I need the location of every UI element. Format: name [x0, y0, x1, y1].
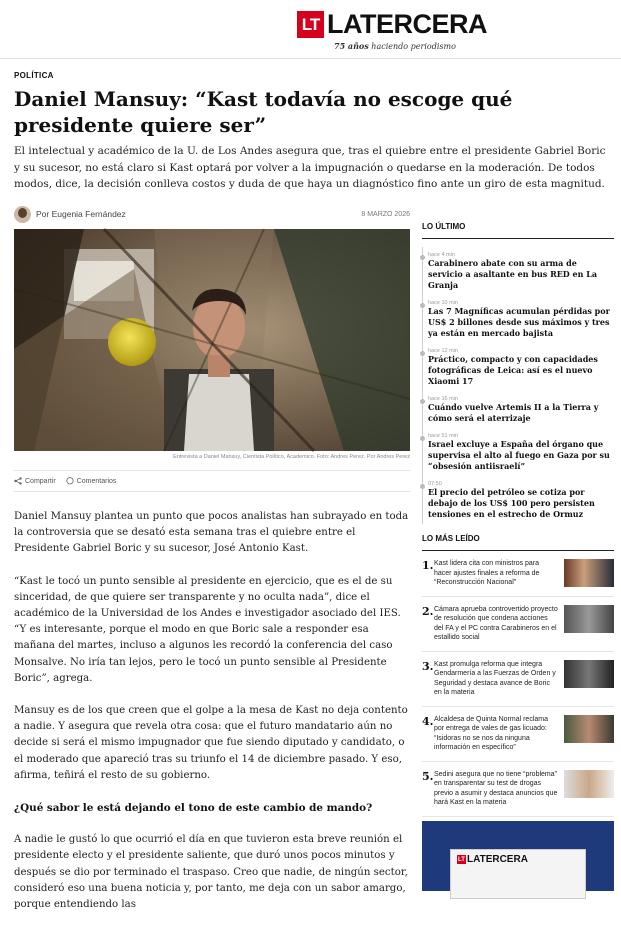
latest-time: hace 51 min	[428, 433, 458, 439]
author-name[interactable]: Por Eugenia Fernández	[36, 209, 126, 219]
latest-time: hace 10 min	[428, 300, 458, 306]
most-read-thumbnail[interactable]	[564, 605, 614, 633]
article-photo	[14, 229, 410, 451]
paragraph: Daniel Mansuy plantea un punto que pocos analistas han subrayado en toda la controversia que se desató esta semana tras el quiebre entre el Presidente Gabriel Boric y su sucesor, José Antonio Kast.	[14, 511, 409, 555]
site-header	[0, 0, 621, 59]
latest-heading: LO ÚLTIMO	[422, 222, 614, 239]
latest-item[interactable]	[422, 343, 614, 391]
latest-title[interactable]: El precio del petróleo se cotiza por debajo de los US$ 100 pero persisten tensiones en el estrecho de Ormuz	[428, 487, 595, 519]
latest-title[interactable]: Carabinero abate con su arma de servicio a asaltante en bus RED en La Granja	[428, 258, 598, 290]
article-body	[14, 509, 410, 929]
latest-time: 07:50	[428, 481, 442, 487]
latest-title[interactable]: Las 7 Magníficas acumulan pérdidas por US$ 2 billones desde sus máximos y tres ya están en mercado bajista	[428, 306, 610, 338]
site-logo[interactable]	[297, 11, 487, 38]
byline	[14, 204, 410, 224]
share-icon	[14, 477, 22, 485]
paragraph: Mansuy es de los que creen que el golpe a la mesa de Kast no deja contento a nadie. Y asegura que revela otra cosa: que el futuro mandatario aún no decide si será el mismo impugnador que fue siendo diputado y candidato, o el moderado que apareció tras su triunfo el 14 de diciembre pasado. Y eso, afirma, teñirá el resto de su gobierno.	[14, 705, 408, 781]
most-read-title[interactable]: Sedini asegura que no tiene “problema” en transparentar su test de drogas previo a asumir y destaca anuncios que hará Kast en la materia	[434, 770, 558, 806]
rank-number: 4.	[422, 714, 434, 728]
latest-news	[422, 222, 614, 524]
latest-item[interactable]	[422, 428, 614, 476]
most-read-title[interactable]: Alcaldesa de Quinta Normal reclama por entrega de vales de gas licuado: “Isidoras no se nos da ninguna información en específico”	[434, 715, 548, 751]
most-read-item[interactable]	[422, 652, 614, 707]
promo-logo	[457, 854, 528, 865]
logo-tagline: 75 años haciendo periodismo	[334, 41, 456, 51]
most-read-title[interactable]: Kast lidera cita con ministros para hacer ajustes finales a reforma de “Reconstrucción Nacional”	[434, 560, 540, 586]
publish-date: 8 MARZO 2026	[361, 210, 410, 218]
promo-logo-word: LATERCERA	[467, 854, 528, 865]
photo-caption: Entrevista a Daniel Mansuy, Cientista Político, Academico. Foto: Andres Perez. Por Andres Perez	[173, 454, 410, 460]
comments-button[interactable]	[66, 477, 117, 485]
latest-item[interactable]	[422, 476, 614, 524]
logo-mark: LT	[297, 11, 324, 38]
most-read-thumbnail[interactable]	[564, 660, 614, 688]
rank-number: 2.	[422, 604, 434, 618]
paragraph: A nadie le gustó lo que ocurrió el día en que tuvieron esta breve reunión el presidente electo y el presidente saliente, que duró unos pocos minutos y después se dio por terminado el traspaso. Creo que nadie, de ningún sector, consideró eso una buena noticia y, por tanto, me deja con un sabor amargo, porque entendiendo las	[14, 834, 408, 911]
latest-item[interactable]	[422, 295, 614, 343]
most-read-item[interactable]	[422, 707, 614, 762]
most-read-item[interactable]	[422, 597, 614, 652]
latest-time: hace 16 min	[428, 396, 458, 402]
newspaper-promo[interactable]	[422, 821, 614, 891]
most-read-thumbnail[interactable]	[564, 715, 614, 743]
share-button[interactable]	[14, 477, 56, 485]
latest-item[interactable]	[422, 247, 614, 295]
logo-wordmark: LATERCERA	[327, 9, 487, 39]
paragraph: “Kast le tocó un punto sensible al presidente en ejercicio, que es el de su sinceridad, de que quiere ser transparente y no oculta nada”, dice el académico de la Universidad de los Andes e investigador asociado del IES. “Y es interesante, porque el modo en que Boric sale a responder esa mañana del martes, incluso a algunos les recordó la conferencia del caso Monsalve. No iría tan lejos, pero le tocó un punto sensible al Presidente Boric”, agrega.	[14, 575, 401, 684]
photo-illustration	[14, 229, 410, 451]
most-read	[422, 534, 614, 817]
rank-number: 5.	[422, 769, 434, 783]
most-read-item[interactable]	[422, 551, 614, 597]
share-label: Compartir	[25, 477, 56, 485]
latest-title[interactable]: Práctico, compacto y con capacidades fotográficas de Leica: así es el nuevo Xiaomi 17	[428, 354, 598, 386]
article-lead: El intelectual y académico de la U. de Los Andes asegura que, tras el quiebre entre el presidente Gabriel Boric y su sucesor, no está claro si Kast optará por volver a la impugnación o quedarse en la moderación. De todos modos, dice, la decisión conlleva costos y duda de que haya un diagnóstico fino ante un giro de esta magnitud.	[14, 145, 606, 190]
most-read-item[interactable]	[422, 762, 614, 817]
latest-time: hace 12 min	[428, 348, 458, 354]
rank-number: 1.	[422, 559, 434, 572]
newspaper-cover	[450, 849, 586, 899]
comment-icon	[66, 477, 74, 485]
comments-label: Comentarios	[76, 477, 117, 485]
author-avatar	[14, 206, 31, 223]
promo-logo-mark: LT	[458, 856, 465, 863]
most-read-title[interactable]: Kast promulga reforma que integra Gendarmería a las Fuerzas de Orden y Seguridad y destaca avance de Boric en la materia	[434, 660, 556, 696]
share-bar	[14, 470, 410, 492]
most-read-heading: LO MÁS LEÍDO	[422, 534, 614, 551]
most-read-title[interactable]: Cámara aprueba controvertido proyecto de resolución que condena acciones del FA y el PC contra Carabineros en el estallido social	[434, 605, 558, 641]
interview-question: ¿Qué sabor le está dejando el tono de este cambio de mando?	[14, 802, 373, 815]
section-label[interactable]: POLÍTICA	[14, 71, 54, 80]
most-read-thumbnail[interactable]	[564, 770, 614, 798]
most-read-thumbnail[interactable]	[564, 559, 614, 587]
latest-title[interactable]: Israel excluye a España del órgano que supervisa el alto al fuego en Gaza por su “obsesión antiisraelí”	[428, 439, 610, 471]
latest-item[interactable]	[422, 391, 614, 428]
latest-title[interactable]: Cuándo vuelve Artemis II a la Tierra y cómo será el aterrizaje	[428, 402, 599, 423]
article-title: Daniel Mansuy: “Kast todavía no escoge qué presidente quiere ser”	[14, 87, 513, 137]
latest-time: hace 4 min	[428, 252, 455, 258]
rank-number: 3.	[422, 659, 434, 673]
